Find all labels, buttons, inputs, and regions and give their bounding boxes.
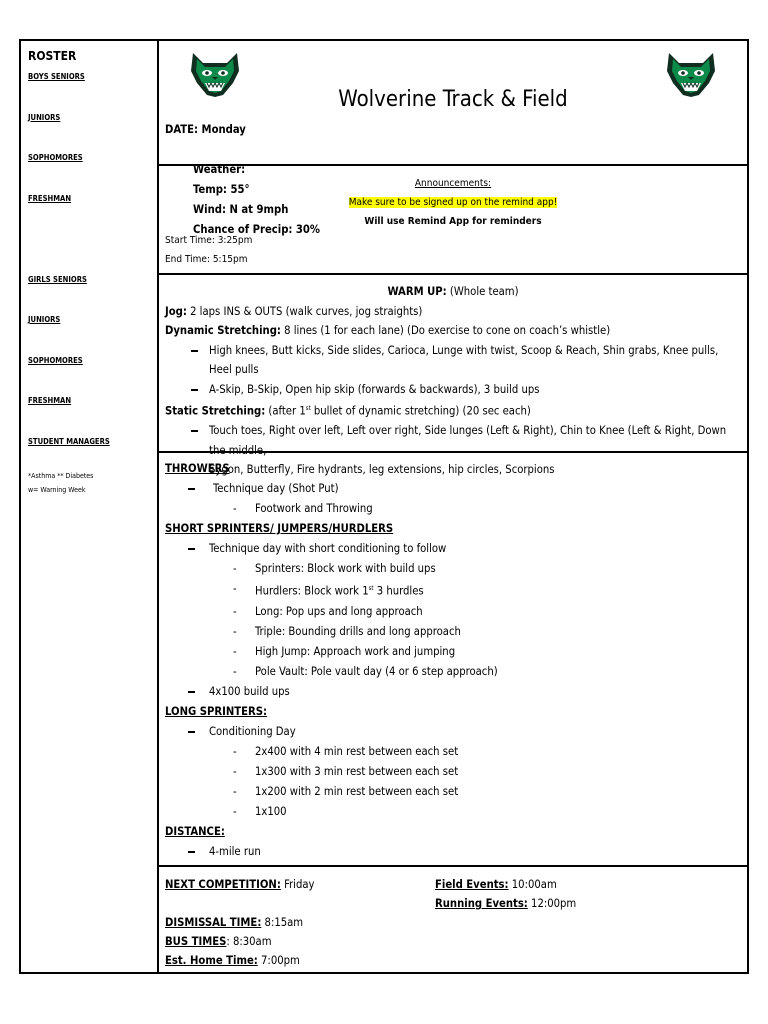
start-time: Start Time: 3:25pm: [165, 235, 253, 246]
weather-label: Weather:: [193, 163, 246, 176]
distance-heading: DISTANCE:: [165, 824, 225, 838]
roster-item-student-managers: STUDENT MANAGERS: [28, 436, 110, 446]
dynamic-bullet-1: High knees, Butt kicks, Side slides, Carioca, Lunge with twist, Scoop & Reach, Shin grabs, Knee pulls, Heel pulls: [165, 341, 741, 380]
relay-buildups-bullet: 4x100 build ups: [165, 682, 741, 702]
footer-section: [159, 867, 747, 972]
short-sprinters-bullet: Technique day with short conditioning to follow: [165, 539, 741, 559]
throwers-sub: - Footwork and Throwing: [165, 499, 741, 519]
throwers-heading: THROWERS: [165, 462, 230, 475]
short-sprinters-heading: SHORT SPRINTERS/ JUMPERS/HURDLERS: [165, 522, 394, 535]
roster-item-boys-sophomores: SOPHOMORES: [28, 153, 83, 162]
long-sprinters-sub-item: - 1x100: [165, 802, 741, 822]
weather-row: [165, 140, 329, 260]
jog-line: Jog: 2 laps INS & OUTS (walk curves, jog straights): [165, 304, 423, 318]
roster-note: [28, 469, 157, 497]
sprinters-sub-item: - Sprinters: Block work with build ups: [165, 559, 741, 579]
dynamic-stretching-line: Dynamic Stretching: 8 lines (1 for each lane) (Do exercise to cone on coach’s whistle): [165, 324, 611, 337]
long-sprinters-sub-item: - 2x400 with 4 min rest between each set: [165, 742, 741, 762]
announcements-heading: Announcements:: [414, 178, 492, 189]
hurdlers-sub-item: - Hurdlers: Block work 1st 3 hurdles: [165, 579, 741, 602]
high-jump-sub-item: - High Jump: Approach work and jumping: [165, 642, 741, 662]
roster-item-girls-freshman: FRESHMAN: [28, 396, 72, 405]
warmup-heading-note: (Whole team): [446, 285, 519, 298]
precip-value: Chance of Precip: 30%: [193, 223, 321, 236]
throwers-bullet: Technique day (Shot Put): [165, 479, 741, 499]
dynamic-bullet-2: A-Skip, B-Skip, Open hip skip (forwards & backwards), 3 build ups: [165, 380, 741, 400]
long-sprinters-heading: LONG SPRINTERS:: [165, 704, 268, 718]
remind-app-highlight: Make sure to be signed up on the remind app!: [348, 197, 558, 208]
roster-item-girls-juniors: JUNIORS: [28, 315, 61, 324]
wind-value: Wind: N at 9mph: [193, 203, 289, 216]
static-stretching-line: Static Stretching: (after 1st bullet of dynamic stretching) (20 sec each): [165, 404, 531, 418]
temp-value: Temp: 55°: [193, 183, 250, 196]
long-sprinters-bullet: Conditioning Day: [165, 722, 741, 742]
roster-note-line-1: *Asthma ** Diabetes: [28, 471, 94, 480]
date-label: DATE: Monday: [165, 123, 246, 136]
triple-jump-sub-item: - Triple: Bounding drills and long approach: [165, 622, 741, 642]
events-section: [159, 453, 747, 867]
distance-bullet: 4-mile run: [165, 842, 741, 862]
long-jump-sub-item: - Long: Pop ups and long approach: [165, 602, 741, 622]
roster-title: ROSTER: [28, 49, 77, 63]
roster-item-boys-juniors: JUNIORS: [28, 112, 61, 122]
long-sprinters-sub-item: - 1x200 with 2 min rest between each set: [165, 782, 741, 802]
bus-times: BUS TIMES: 8:30am: [165, 935, 272, 948]
next-competition: NEXT COMPETITION: Friday: [165, 878, 315, 891]
roster-sidebar: [21, 41, 159, 972]
main-content: [159, 41, 747, 972]
long-sprinters-sub-item: - 1x300 with 3 min rest between each set: [165, 762, 741, 782]
warmup-heading: WARM UP:: [387, 285, 447, 298]
roster-item-girls-seniors: GIRLS SENIORS: [28, 274, 87, 284]
practice-sheet: [19, 39, 749, 974]
page-title: Wolverine Track & Field: [338, 87, 568, 112]
roster-item-boys-seniors: BOYS SENIORS: [28, 72, 85, 81]
pole-vault-sub-item: - Pole Vault: Pole vault day (4 or 6 step approach): [165, 662, 741, 682]
roster-item-girls-sophomores: SOPHOMORES: [28, 355, 83, 365]
roster-item-boys-freshman: FRESHMAN: [28, 193, 72, 203]
end-time: End Time: 5:15pm: [165, 254, 248, 265]
roster-note-line-2: w= Warning Week: [28, 485, 86, 494]
field-events: Field Events: 10:00am: [435, 878, 557, 891]
dismissal-time: DISMISSAL TIME: 8:15am: [165, 916, 304, 929]
remind-app-reminder: Will use Remind App for reminders: [364, 216, 542, 227]
running-events: Running Events: 12:00pm: [435, 897, 577, 910]
home-time: Est. Home Time: 7:00pm: [165, 954, 300, 967]
static-bullet: Touch toes, Right over left, Left over right, Side lunges (Left & Right), Chin to Knee (Left & Right, Down the middle, Sygon, Butterfly, Fire hydrants, leg extensions, hip circles, Scorpions: [165, 421, 741, 480]
